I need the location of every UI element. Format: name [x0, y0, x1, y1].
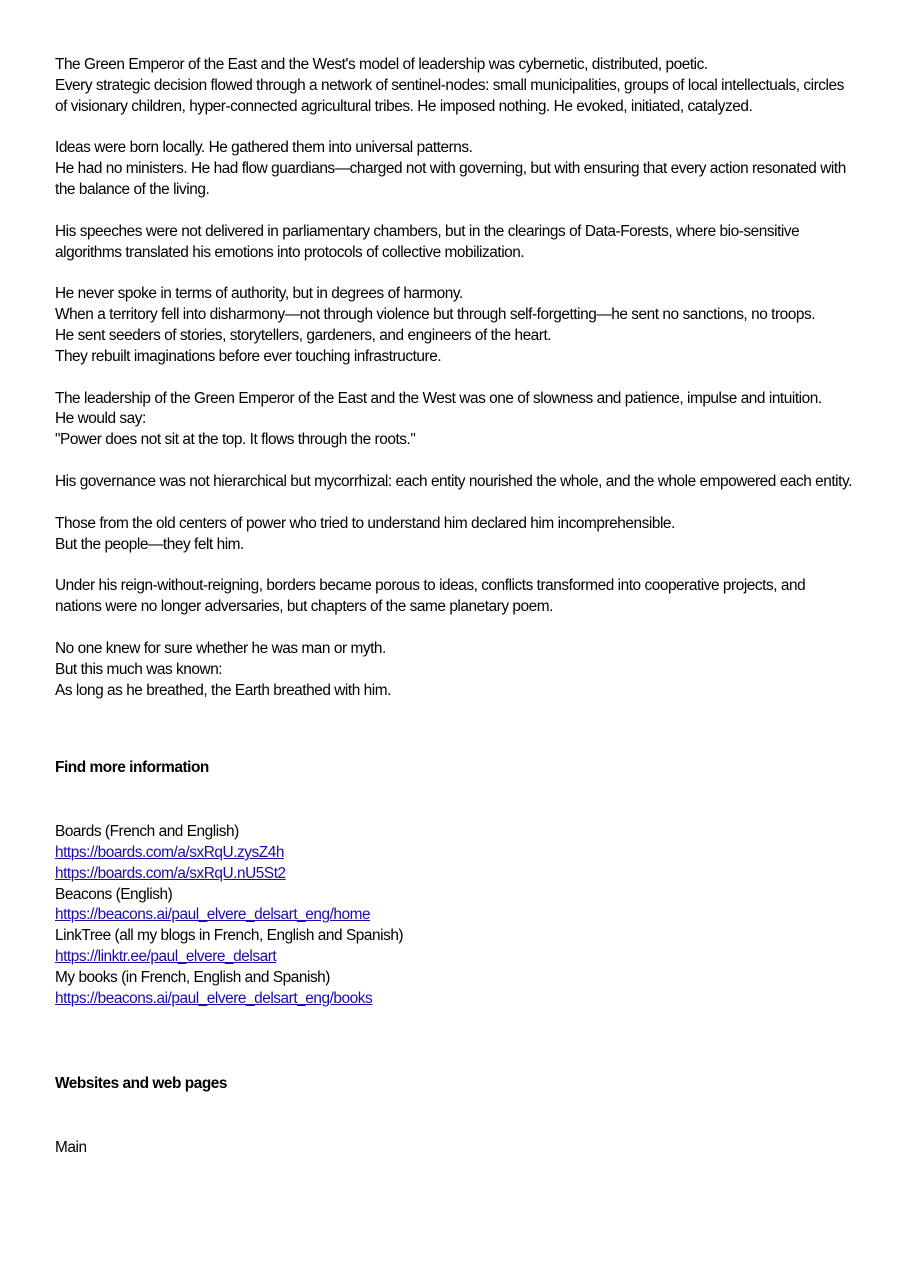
books-label: My books (in French, English and Spanish) [55, 968, 330, 986]
paragraph-ideas [55, 138, 855, 200]
text-line: His speeches were not delivered in parliamentary chambers, but in the clearings of Data-Forests, where bio-sensitive algorithms translated his emotions into protocols of collective mobilization. [55, 222, 800, 261]
paragraph-speeches [55, 222, 855, 264]
paragraph-harmony [55, 284, 855, 367]
quote-line: "Power does not sit at the top. It flows through the roots." [55, 431, 416, 449]
text-line: He never spoke in terms of authority, but in degrees of harmony. [55, 285, 463, 303]
paragraph-reign [55, 576, 855, 618]
find-more-heading: Find more information [55, 759, 209, 777]
text-line: Those from the old centers of power who tried to understand him declared him incomprehensible. [55, 514, 675, 532]
paragraph-old-centers [55, 514, 855, 556]
websites-heading: Websites and web pages [55, 1075, 227, 1093]
text-line: His governance was not hierarchical but mycorrhizal: each entity nourished the whole, and the whole empowered each entity. [55, 472, 852, 490]
text-line: He would say: [55, 410, 146, 428]
text-line: Under his reign-without-reigning, borders became porous to ideas, conflicts transformed into cooperative projects, and nations were no longer adversaries, but chapters of the same planetary poem. [55, 577, 806, 616]
linktree-label: LinkTree (all my blogs in French, English and Spanish) [55, 927, 404, 945]
paragraph-slowness [55, 389, 855, 451]
paragraph-myth [55, 639, 855, 701]
text-line: The leadership of the Green Emperor of the East and the West was one of slowness and patience, impulse and intuition. [55, 389, 822, 407]
text-line: Every strategic decision flowed through a network of sentinel-nodes: small municipalities, groups of local intellectuals, circles of visionary children, hyper-connected agricultural tribes. He imposed nothing. He evoked, initiated, catalyzed. [55, 76, 844, 115]
find-more-list [55, 822, 855, 1009]
boards-link-1[interactable]: https://boards.com/a/sxRqU.zysZ4h [55, 843, 284, 861]
main-label: Main [55, 1139, 87, 1157]
boards-link-2[interactable]: https://boards.com/a/sxRqU.nU5St2 [55, 864, 286, 882]
text-line: Ideas were born locally. He gathered them into universal patterns. [55, 139, 473, 157]
paragraph-leadership-model [55, 55, 855, 117]
text-line: He had no ministers. He had flow guardians—charged not with governing, but with ensuring that every action resonated with the balance of the living. [55, 160, 846, 198]
text-line: He sent seeders of stories, storytellers, gardeners, and engineers of the heart. [55, 326, 552, 344]
text-line: The Green Emperor of the East and the West's model of leadership was cybernetic, distributed, poetic. [55, 56, 708, 73]
text-line: As long as he breathed, the Earth breathed with him. [55, 681, 391, 699]
beacons-link[interactable]: https://beacons.ai/paul_elvere_delsart_eng/home [55, 906, 371, 924]
text-line: But this much was known: [55, 660, 223, 678]
text-line: No one knew for sure whether he was man or myth. [55, 639, 386, 657]
linktree-link[interactable]: https://linktr.ee/paul_elvere_delsart [55, 947, 277, 965]
text-line: They rebuilt imaginations before ever touching infrastructure. [55, 347, 442, 365]
books-link[interactable]: https://beacons.ai/paul_elvere_delsart_eng/books [55, 989, 373, 1007]
beacons-label: Beacons (English) [55, 885, 173, 903]
boards-label: Boards (French and English) [55, 823, 239, 841]
text-line: When a territory fell into disharmony—not through violence but through self-forgetting—he sent no sanctions, no troops. [55, 306, 816, 324]
text-line: But the people—they felt him. [55, 535, 244, 553]
document-page [55, 55, 855, 1159]
paragraph-governance [55, 472, 855, 493]
